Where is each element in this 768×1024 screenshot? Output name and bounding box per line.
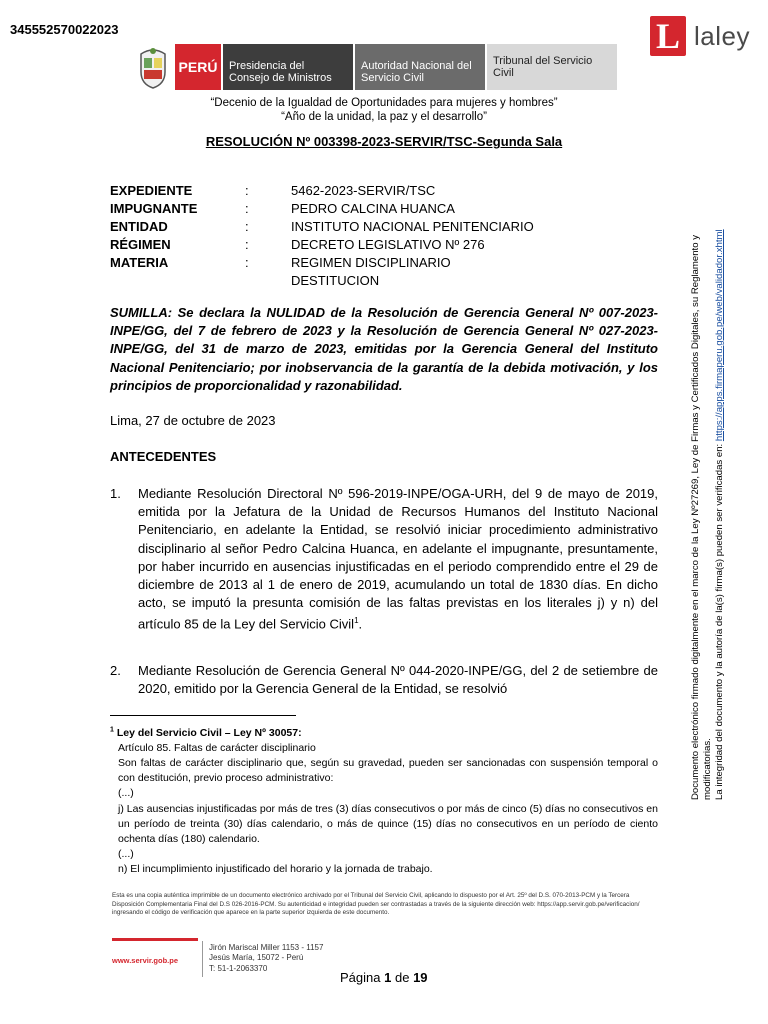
paragraph-number: 2. [110, 663, 121, 678]
document-id: 345552570022023 [10, 22, 119, 37]
meta-colon: : [245, 255, 249, 270]
meta-row [110, 218, 591, 236]
footnote-line: (...) [118, 848, 134, 861]
numbered-paragraph [110, 662, 658, 698]
tribunal-label: Tribunal del Servicio Civil [485, 44, 617, 90]
meta-colon: : [245, 201, 249, 216]
numbered-paragraph [110, 485, 658, 634]
meta-value: 5462-2023-SERVIR/TSC [291, 183, 436, 198]
footnote-line: Artículo 85. Faltas de carácter disciplinario [118, 741, 316, 754]
paragraph-body: Mediante Resolución Directoral Nº 596-2019-INPE/OGA-URH, del 9 de mayo de 2019, emitida por la Jefatura de la Unidad de Recursos Humanos del Instituto Nacional Penitenciario, en adelante la Entidad, se resolvió iniciar procedimiento administrativo disciplinario al señor Pedro Calcina Huanca, en adelante el impugnante, presuntamente, por haber incurrido en ausencias injustificadas en el periodo comprendido entre el 29 de diciembre de 2013 al 1 de enero de 2019, acumulando un total de 1830 días. En dicho acto, se imputó la presunta comisión de las faltas previstas en los literales j) y n) del artículo 85 de la Ley del Servicio Civil [138, 486, 658, 632]
meta-key: RÉGIMEN [110, 237, 171, 252]
footer-website-link[interactable]: www.servir.gob.pe [112, 955, 178, 965]
meta-row [110, 200, 591, 218]
footer-phone: T: 51-1-2063370 [209, 963, 268, 973]
place-date: Lima, 27 de octubre de 2023 [110, 413, 276, 428]
authenticity-disclaimer: Esta es una copia auténtica imprimible de un documento electrónico archivado por el Tribunal del Servicio Civil, aplicando lo dispuesto por el Art. 25º del D.S. 070-2013-PCM y la Tercera Disposición Complementaria Final del D.S 026-2016-PCM. Su autenticidad e integridad pueden ser contrastadas a través de la siguiente dirección web: https://app.servir.gob.pe/verificacion/ ingresando el código de verificación que aparece en la parte superior izquierda de este documento. [112, 892, 640, 917]
page-total: 19 [413, 970, 428, 985]
meta-value: REGIMEN DISCIPLINARIO [291, 255, 451, 270]
footer-address-line: Jirón Mariscal Miller 1153 - 1157 [209, 942, 324, 952]
page-of: de [394, 970, 410, 985]
meta-row [110, 254, 591, 272]
section-heading: ANTECEDENTES [110, 449, 217, 464]
paragraph-text: Mediante Resolución de Gerencia General Nº 044-2020-INPE/GG, del 2 de setiembre de 2020, emitido por la Gerencia General de la Entidad, se resolvió [138, 663, 658, 697]
meta-value: PEDRO CALCINA HUANCA [291, 201, 455, 216]
resolution-title: RESOLUCIÓN Nº 003398-2023-SERVIR/TSC-Segunda Sala [205, 134, 563, 149]
servir-label: Autoridad Nacional del Servicio Civil [353, 44, 485, 90]
peru-label: PERÚ [175, 44, 221, 90]
decenio-line-1: “Decenio de la Igualdad de Oportunidades para mujeres y hombres” [210, 97, 558, 109]
paragraph-text [138, 485, 658, 634]
coat-of-arms-icon [135, 44, 171, 90]
footnote [110, 722, 658, 878]
validator-link[interactable]: https://apps.firmaperu.gob.pe/web/validador.xhtml [714, 229, 725, 442]
footnote-ref[interactable]: 1 [354, 616, 359, 626]
digital-signature-notice [690, 180, 726, 800]
laley-logo[interactable] [650, 16, 750, 56]
meta-value: DESTITUCION [291, 273, 380, 288]
decenio-line-2: “Año de la unidad, la paz y el desarrollo” [281, 111, 487, 123]
meta-colon: : [245, 237, 249, 252]
meta-value: DECRETO LEGISLATIVO Nº 276 [291, 237, 485, 252]
page-number [340, 970, 428, 985]
signature-notice-line [714, 180, 726, 800]
signature-verify-text: La integridad del documento y la autoría de la(s) firma(s) pueden ser verificadas en: [714, 443, 725, 800]
meta-key: ENTIDAD [110, 219, 168, 234]
footnote-line: Son faltas de carácter disciplinario que, según su gravedad, pueden ser sancionadas con suspensión temporal o con destitución, previo proceso administrativo: [118, 756, 658, 785]
footer-address-line: Jesús María, 15072 - Perú [209, 953, 304, 963]
footnote-title-line [110, 722, 658, 741]
case-metadata [110, 182, 591, 290]
meta-key [110, 272, 245, 290]
page-footer [112, 938, 323, 979]
footnote-line: j) Las ausencias injustificadas por más de tres (3) días consecutivos o por más de cinco (5) días no consecutivos en un período de treinta (30) días calendario, o más de quince (15) días no consecutivos en un período de ciento ochenta días (180) calendario. [118, 802, 658, 845]
signature-notice-line: Documento electrónico firmado digitalmente en el marco de la Ley Nº27269, Ley de Firmas y Certificados Digitales, su Reglamento y modificatorias. [690, 234, 713, 800]
footnote-line: (...) [118, 787, 134, 800]
footnote-divider [110, 715, 296, 716]
meta-colon [245, 272, 291, 290]
footnote-mark: 1 [110, 726, 114, 733]
meta-key: EXPEDIENTE [110, 183, 193, 198]
meta-colon: : [245, 183, 249, 198]
meta-key: MATERIA [110, 255, 169, 270]
footnote-line: n) El incumplimiento injustificado del horario y la jornada de trabajo. [118, 863, 433, 876]
meta-colon: : [245, 219, 249, 234]
meta-row [110, 236, 591, 254]
paragraph-end: . [358, 616, 363, 632]
decenio-text [0, 96, 768, 124]
footnote-title: Ley del Servicio Civil – Ley Nº 30057: [116, 726, 302, 739]
sumilla-paragraph: SUMILLA: Se declara la NULIDAD de la Resolución de Gerencia General Nº 007-2023-INPE/GG, del 7 de febrero de 2023 y la Resolución de Gerencia General Nº 027-2023-INPE/GG, del 31 de marzo de 2023, emitidas por la Gerencia General del Instituto Nacional Penitenciario; por inobservancia de la garantía de la debida motivación, y los principios de proporcionalidad y razonabilidad. [110, 305, 658, 393]
meta-row [110, 182, 591, 200]
laley-mark: L [650, 16, 686, 56]
page-label: Página [340, 970, 381, 985]
footer-separator [202, 941, 203, 977]
footer-web-block [112, 938, 198, 979]
paragraph-number: 1. [110, 486, 121, 501]
meta-value: INSTITUTO NACIONAL PENITENCIARIO [291, 219, 534, 234]
footer-address [209, 943, 323, 975]
page-current: 1 [384, 970, 392, 985]
pcm-label: Presidencia del Consejo de Ministros [221, 44, 353, 90]
government-header [135, 44, 617, 90]
meta-key: IMPUGNANTE [110, 201, 198, 216]
laley-name: laley [694, 20, 750, 51]
meta-row [110, 272, 591, 290]
